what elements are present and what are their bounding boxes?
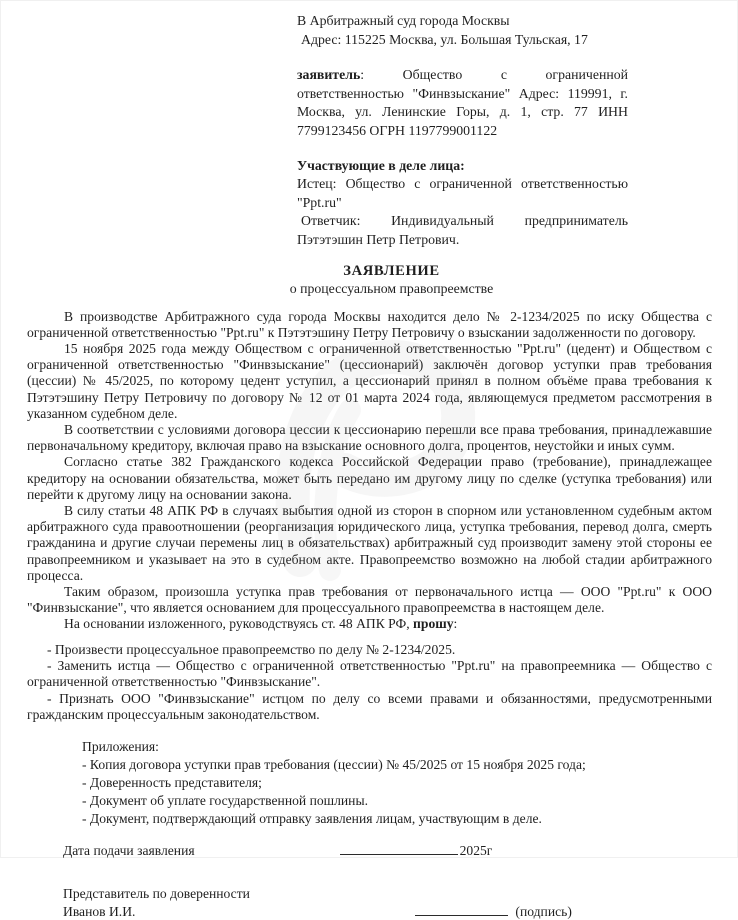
requests-list <box>27 642 712 724</box>
attachments-section <box>82 738 712 828</box>
body-paragraph: Согласно статье 382 Гражданского кодекса Российской Федерации право (требование), принадлежащее кредитору на основании обязательства, может быть передано им другому лицу по сделке (уступка требования) или перейти к другому лицу на основании закона. <box>27 454 712 502</box>
request-item: - Произвести процессуальное правопреемство по делу № 2-1234/2025. <box>47 641 456 657</box>
applicant-label: заявитель <box>297 67 361 83</box>
applicant-paragraph <box>297 66 628 140</box>
signature-blank-line <box>415 904 508 916</box>
motion-intro <box>27 616 712 632</box>
date-blank-line <box>340 843 458 855</box>
motion-intro-suffix: : <box>453 616 458 632</box>
attachment-item: - Копия договора уступки прав требования (цессии) № 45/2025 от 15 ноября 2025 года; <box>82 756 586 772</box>
motion-intro-prefix: На основании изложенного, руководствуясь ст. 48 АПК РФ, <box>64 616 414 632</box>
document-body <box>27 309 712 633</box>
request-item: - Заменить истца — Общество с ограниченной ответственностью "Ppt.ru" на правопреемника — Общество с ограниченной ответственностью "Финвзыскание". <box>27 658 712 690</box>
motion-intro-keyword: прошу <box>413 616 454 632</box>
defendant-line: Ответчик: Индивидуальный предприниматель Пэтэтэшин Петр Петрович. <box>297 213 628 247</box>
document-subtitle: о процессуальном правопреемстве <box>289 280 494 296</box>
representative-name: Иванов И.И. <box>63 903 136 919</box>
attachment-item: - Документ об уплате государственной пошлины. <box>82 792 368 808</box>
document-title: ЗАЯВЛЕНИЕ <box>343 262 440 279</box>
body-paragraph: 15 ноября 2025 года между Обществом с ограниченной ответственностью "Ppt.ru" (цедент) и Обществом с ограниченной ответственностью "Финвзыскание" (цессионарий) заключён договор уступки прав требования (цессии) № 45/2025, по которому цедент уступил, а цессионарий принял в полном объёме права требования к Пэтэтэшину Петру Петровичу по договору № 12 от 01 марта 2024 года, являющемуся предметом рассмотрения в указанном судебном деле. <box>27 340 712 421</box>
request-item: - Признать ООО "Финвзыскание" истцом по делу со всеми правами и обязанностями, предусмотренными гражданским процессуальным законодательством. <box>27 690 712 723</box>
body-paragraph: В силу статьи 48 АПК РФ в случаях выбытия одной из сторон в спорном или установленном судебным актом арбитражного суда правоотношении (реорганизация юридического лица, уступка требования, перевод долга, смерть гражданина и другие случаи перемены лиц в обязательствах) арбитражный суд производит замену этой стороны ее правопреемником и указывает на это в судебном акте. Правопреемство возможно на любой стадии арбитражного процесса. <box>27 502 712 583</box>
signature-row <box>63 903 712 920</box>
date-year: 2025г <box>459 843 493 859</box>
body-paragraph: В соответствии с условиями договора цессии к цессионарию перешли все права требования, принадлежавшие первоначальному кредитору, включая право на взыскание основного долга, процентов, неустойки и иных сумм. <box>27 421 712 454</box>
attachment-item: - Документ, подтверждающий отправку заявления лицам, участвующим в деле. <box>82 811 542 826</box>
document-header <box>297 12 628 250</box>
signature-caption: (подпись) <box>515 903 572 919</box>
attachments-heading: Приложения: <box>82 738 159 754</box>
parties-heading: Участвующие в деле лица: <box>297 157 465 173</box>
representative-title: Представитель по доверенности <box>63 886 250 902</box>
plaintiff-line: Истец: Общество с ограниченной ответственностью "Ppt.ru" <box>297 176 628 210</box>
court-address: Адрес: 115225 Москва, ул. Большая Тульская, 17 <box>301 31 588 47</box>
date-row <box>63 843 712 859</box>
body-paragraph: Таким образом, произошла уступка прав требования от первоначального истца — ООО "Ppt.ru" к ООО "Финвзыскание", что является основанием для процессуального правопреемства в настоящем деле. <box>27 583 712 616</box>
court-name: В Арбитражный суд города Москвы <box>297 13 510 28</box>
applicant-details: : Общество с ограниченной ответственностью "Финвзыскание" Адрес: 119991, г. Москва, ул. Ленинские Горы, д. 1, стр. 77 ИНН 7799123456 ОГРН 1197799001122 <box>297 67 628 138</box>
attachment-item: - Доверенность представителя; <box>82 774 262 790</box>
signature-block <box>63 885 712 920</box>
date-label: Дата подачи заявления <box>63 843 195 859</box>
body-paragraph: В производстве Арбитражного суда города Москвы находится дело № 2-1234/2025 по иску Общества с ограниченной ответственностью "Ppt.ru" к Пэтэтэшину Петру Петровичу о взыскании задолженности по договору. <box>27 308 712 340</box>
